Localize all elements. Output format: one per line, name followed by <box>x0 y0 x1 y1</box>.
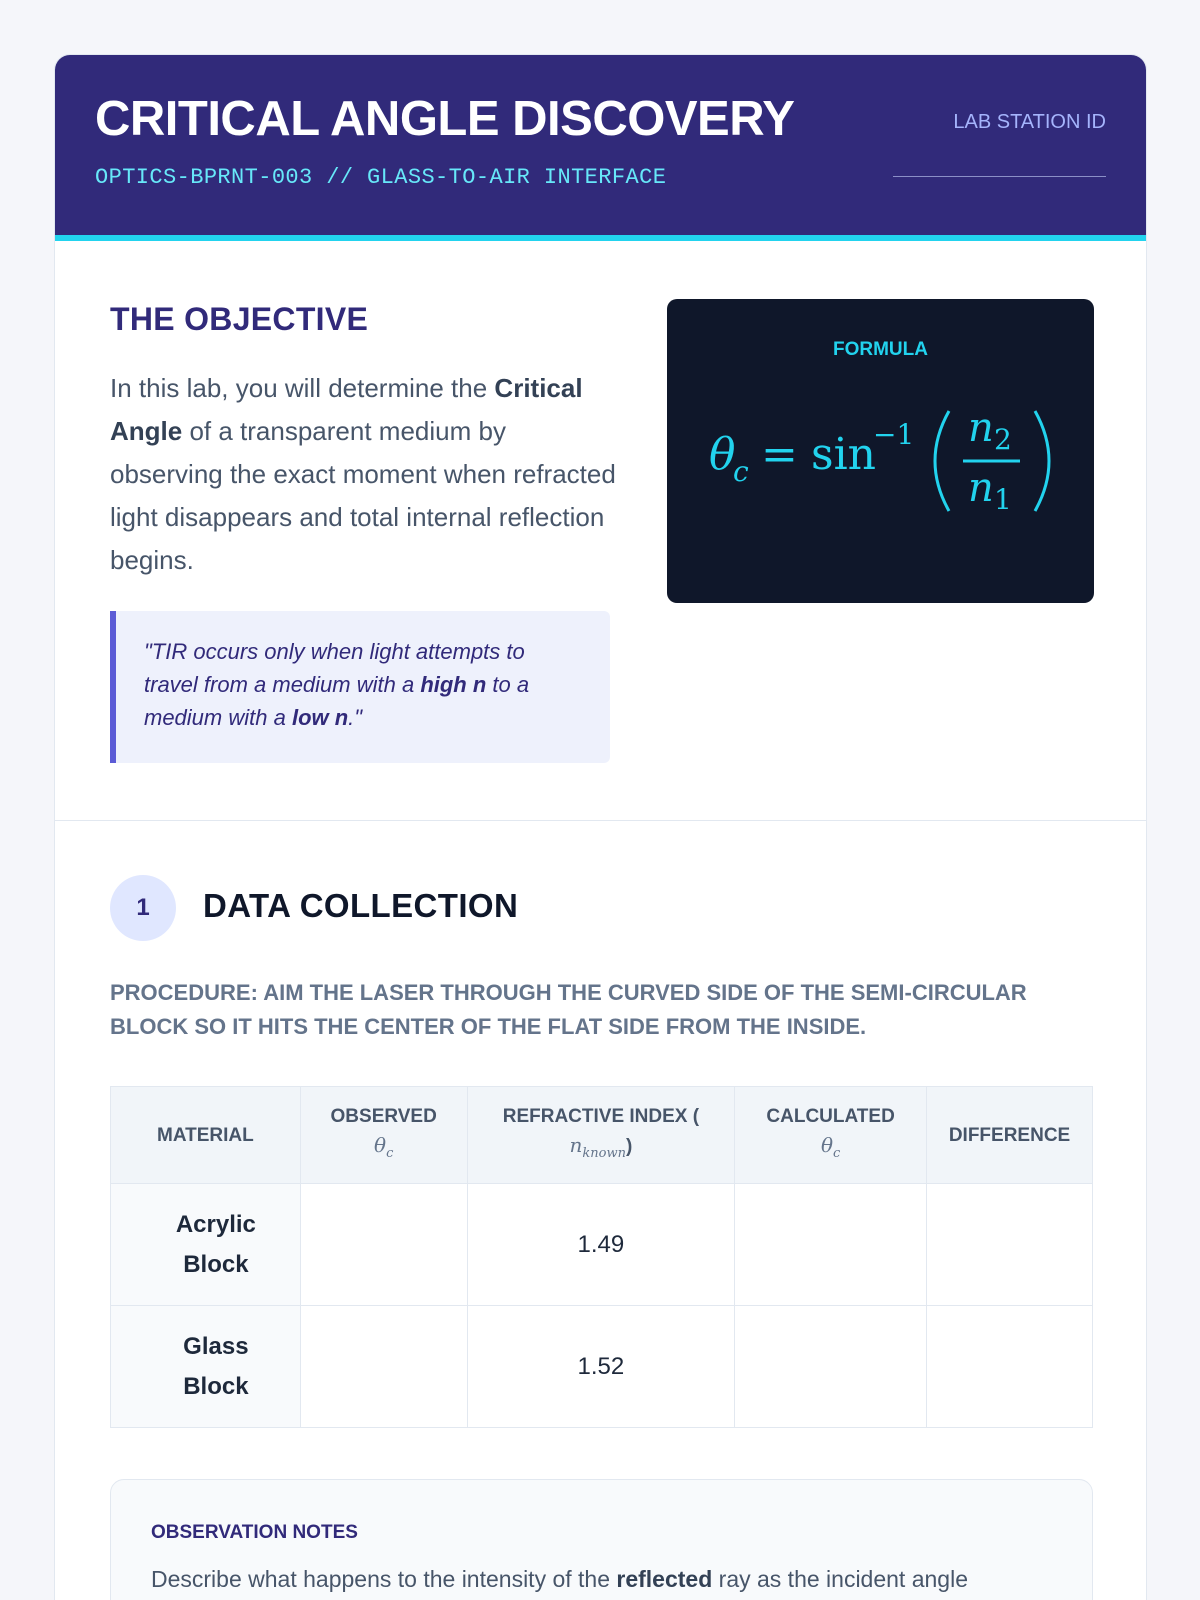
data-collection-heading: DATA COLLECTION <box>203 887 519 924</box>
col-header-label: REFRACTIVE INDEX ( <box>502 1106 700 1127</box>
col-header-material <box>111 1087 301 1184</box>
objective-text-bold: Critical Angle <box>110 373 583 446</box>
quote-text-bold: low n <box>291 705 349 730</box>
n-known-symbol <box>569 1133 626 1161</box>
notes-text-part: Describe what happens to the intensity of the <box>151 1566 617 1592</box>
table-row <box>111 1184 1093 1306</box>
difference-input[interactable] <box>927 1306 1093 1428</box>
objective-text-part: of a transparent medium by observing the exact moment when refracted light disappears and total internal reflection begins. <box>110 416 616 575</box>
quote-text-bold: high n <box>420 672 487 697</box>
material-name: Acrylic <box>175 1210 256 1238</box>
col-header-calculated <box>735 1087 927 1184</box>
formula-theta: θ <box>709 429 736 480</box>
theta-glyph: θ <box>374 1133 387 1157</box>
quote-text-part: to a medium with a <box>144 672 530 730</box>
objective-heading: THE OBJECTIVE <box>110 301 369 337</box>
lab-worksheet-card <box>54 54 1147 1600</box>
col-header-label: CALCULATED <box>766 1106 895 1127</box>
lab-station-id-field[interactable] <box>893 176 1106 177</box>
col-header-label: MATERIAL <box>157 1124 254 1146</box>
formula-box <box>667 299 1094 603</box>
procedure-text: PROCEDURE: AIM THE LASER THROUGH THE CURVED SIDE OF THE SEMI-CIRCULAR BLOCK SO IT HITS THE CENTER OF THE FLAT SIDE FROM THE INSIDE. <box>110 980 1027 1039</box>
formula-label: FORMULA <box>833 339 928 360</box>
close-paren: ) <box>625 1136 633 1157</box>
data-table <box>110 1086 1093 1428</box>
objective-text-part: In this lab, you will determine the <box>110 373 495 403</box>
theta-subscript: c <box>386 1146 394 1161</box>
quote-text-part: ." <box>348 705 363 730</box>
col-header-label: DIFFERENCE <box>948 1124 1071 1146</box>
lab-station-id-label: LAB STATION ID <box>953 111 1106 133</box>
worksheet-header <box>55 55 1146 241</box>
formula-theta-subscript: c <box>733 455 749 488</box>
difference-input[interactable] <box>927 1184 1093 1306</box>
col-header-observed <box>300 1087 467 1184</box>
n-glyph: n <box>569 1133 583 1157</box>
table-header-row <box>111 1087 1093 1184</box>
material-name: Block <box>183 1372 249 1400</box>
observed-angle-input[interactable] <box>300 1306 467 1428</box>
n-subscript: known <box>582 1146 626 1161</box>
formula-left-paren <box>935 411 949 511</box>
quote-text-part: "TIR occurs only when light attempts to travel from a medium with a <box>144 639 525 697</box>
notes-text-bold: reflected <box>616 1566 713 1592</box>
observation-notes-box[interactable] <box>110 1479 1093 1600</box>
page-subtitle: OPTICS-BPRNT-003 // GLASS-TO-AIR INTERFACE <box>95 165 667 190</box>
formula-denominator: n <box>968 465 994 511</box>
col-header-label: OBSERVED <box>330 1106 437 1127</box>
calculated-angle-input[interactable] <box>735 1306 927 1428</box>
critical-angle-formula <box>667 389 1094 529</box>
table-row <box>111 1306 1093 1428</box>
theta-symbol <box>820 1133 841 1161</box>
formula-denominator-subscript: 1 <box>994 483 1012 516</box>
calculated-angle-input[interactable] <box>735 1184 927 1306</box>
material-name: Glass <box>183 1332 249 1360</box>
formula-right-paren <box>1035 411 1049 511</box>
theta-glyph: θ <box>820 1133 833 1157</box>
objective-section <box>55 241 1146 821</box>
page-title: CRITICAL ANGLE DISCOVERY <box>95 92 795 146</box>
formula-sin: sin <box>811 429 876 480</box>
theta-symbol <box>374 1133 394 1161</box>
material-cell <box>111 1306 301 1428</box>
theta-subscript: c <box>832 1146 841 1161</box>
notes-text-part: ray as the incident angle <box>712 1566 968 1592</box>
col-header-difference <box>927 1087 1093 1184</box>
objective-description <box>110 367 620 582</box>
material-cell <box>111 1184 301 1306</box>
formula-numerator-subscript: 2 <box>994 423 1012 456</box>
observed-angle-input[interactable] <box>300 1184 467 1306</box>
observation-notes-title: OBSERVATION NOTES <box>151 1522 358 1543</box>
observation-notes-prompt <box>151 1562 1052 1596</box>
refractive-index-cell: 1.52 <box>467 1306 735 1428</box>
formula-equals: = <box>761 429 798 480</box>
tir-quote-callout <box>110 611 610 763</box>
step-number-badge: 1 <box>110 875 176 941</box>
col-header-refractive-index <box>467 1087 735 1184</box>
refractive-index-cell: 1.49 <box>467 1184 735 1306</box>
formula-numerator: n <box>968 405 994 451</box>
formula-exponent: −1 <box>873 418 915 451</box>
material-name: Block <box>183 1250 249 1278</box>
